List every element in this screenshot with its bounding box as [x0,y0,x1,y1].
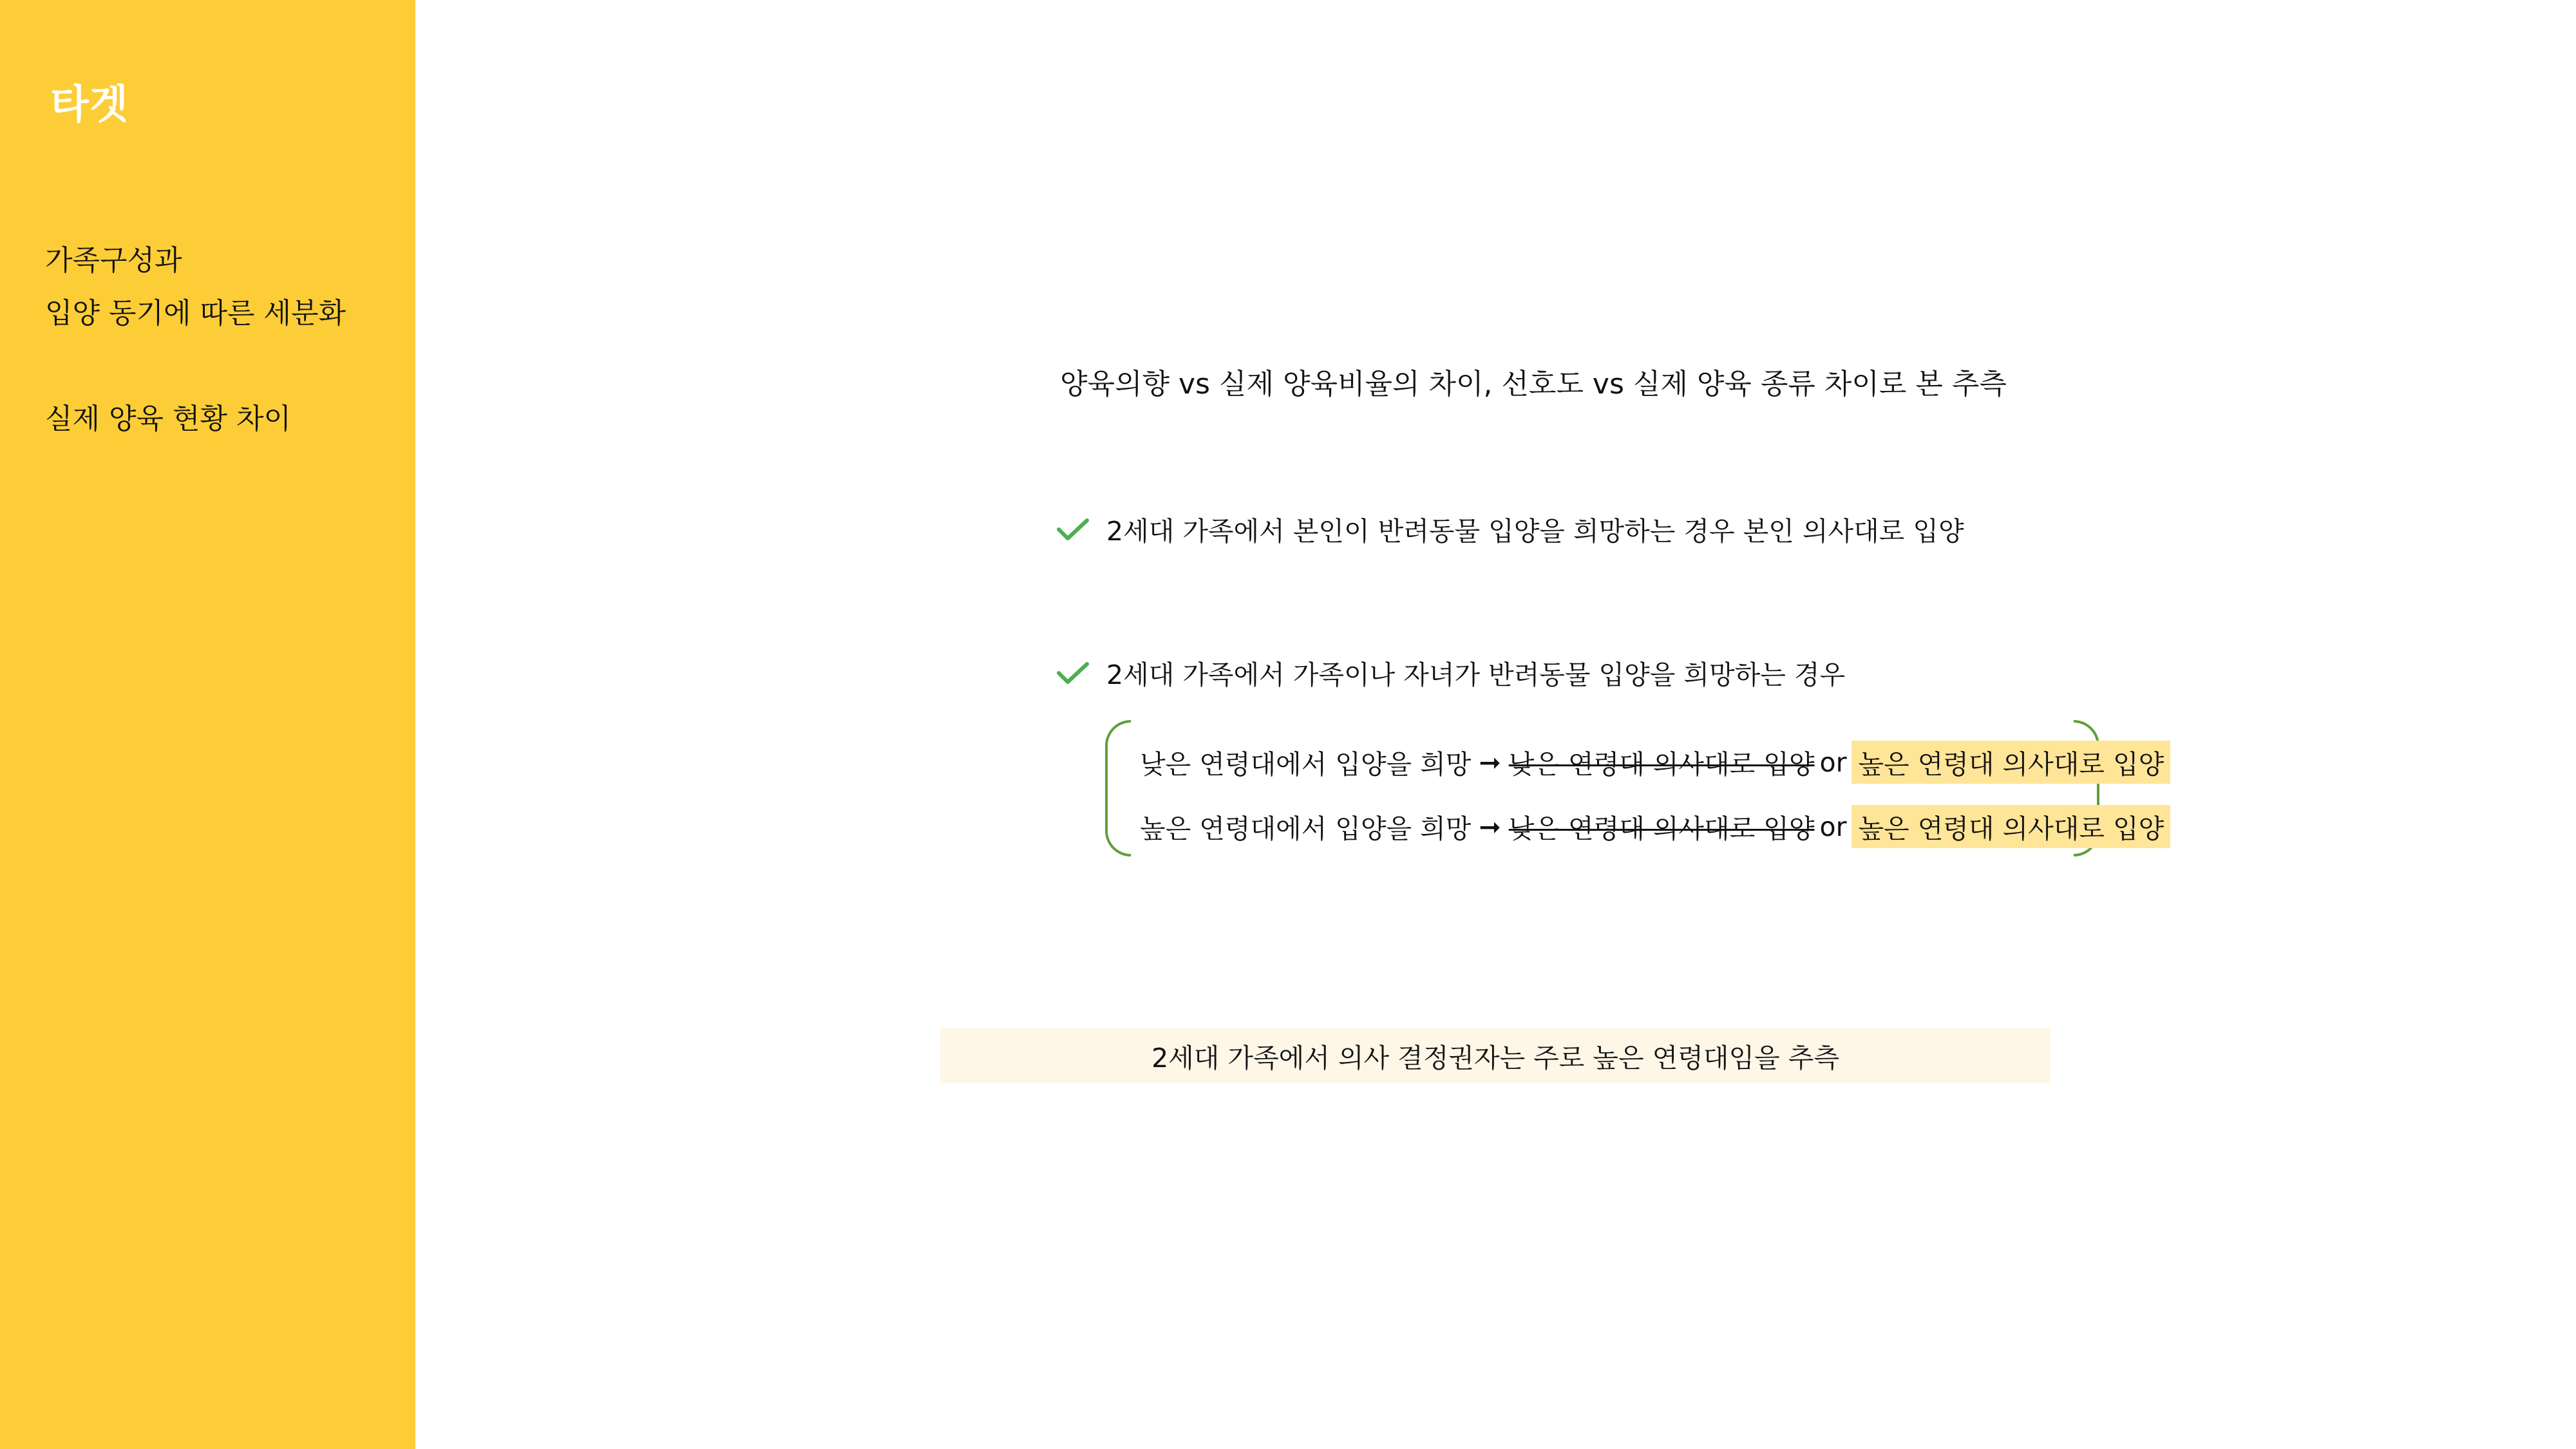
page-title: 양육의향 vs 실제 양육비율의 차이, 선호도 vs 실제 양육 종류 차이로 본 추측 [1060,368,2007,401]
struck-text: 낮은 연령대 의사대로 입양 [1508,749,1815,780]
sub-item-lead: 낮은 연령대에서 입양을 희망 [1140,749,1472,780]
highlighted-text: 높은 연령대 의사대로 입양 [1852,741,2170,784]
arrow-icon: ➞ [1479,811,1501,842]
check-icon [1056,516,1090,542]
highlighted-text: 높은 연령대 의사대로 입양 [1852,805,2170,848]
sub-item [1140,805,2170,848]
check-item-text: 2세대 가족에서 가족이나 자녀가 반려동물 입양을 희망하는 경우 [1106,659,1846,690]
check-item [1056,654,1845,692]
sub-item-lead: 높은 연령대에서 입양을 희망 [1140,813,1472,844]
check-icon [1056,660,1090,686]
sidebar-item-actual-status[interactable] [45,393,291,446]
sidebar-title: 타겟 [50,80,129,128]
sidebar-item-label-line1: 가족구성과 [45,244,182,277]
sidebar [0,0,415,1449]
struck-text: 낮은 연령대 의사대로 입양 [1508,813,1815,844]
sidebar-item-family-segmentation[interactable] [45,234,346,340]
or-text: or [1819,746,1847,778]
sidebar-item-label: 실제 양육 현황 차이 [45,402,291,435]
conclusion-box [940,1028,2050,1083]
or-text: or [1819,811,1847,842]
conclusion-text: 2세대 가족에서 의사 결정권자는 주로 높은 연령대임을 추측 [1151,1042,1839,1074]
sub-item [1140,741,2170,784]
sidebar-item-label-line2: 입양 동기에 따른 세분화 [45,297,346,330]
check-item-text: 2세대 가족에서 본인이 반려동물 입양을 희망하는 경우 본인 의사대로 입양 [1106,516,1964,547]
left-bracket [1105,720,1131,857]
check-item [1056,510,1964,548]
arrow-icon: ➞ [1479,746,1501,778]
